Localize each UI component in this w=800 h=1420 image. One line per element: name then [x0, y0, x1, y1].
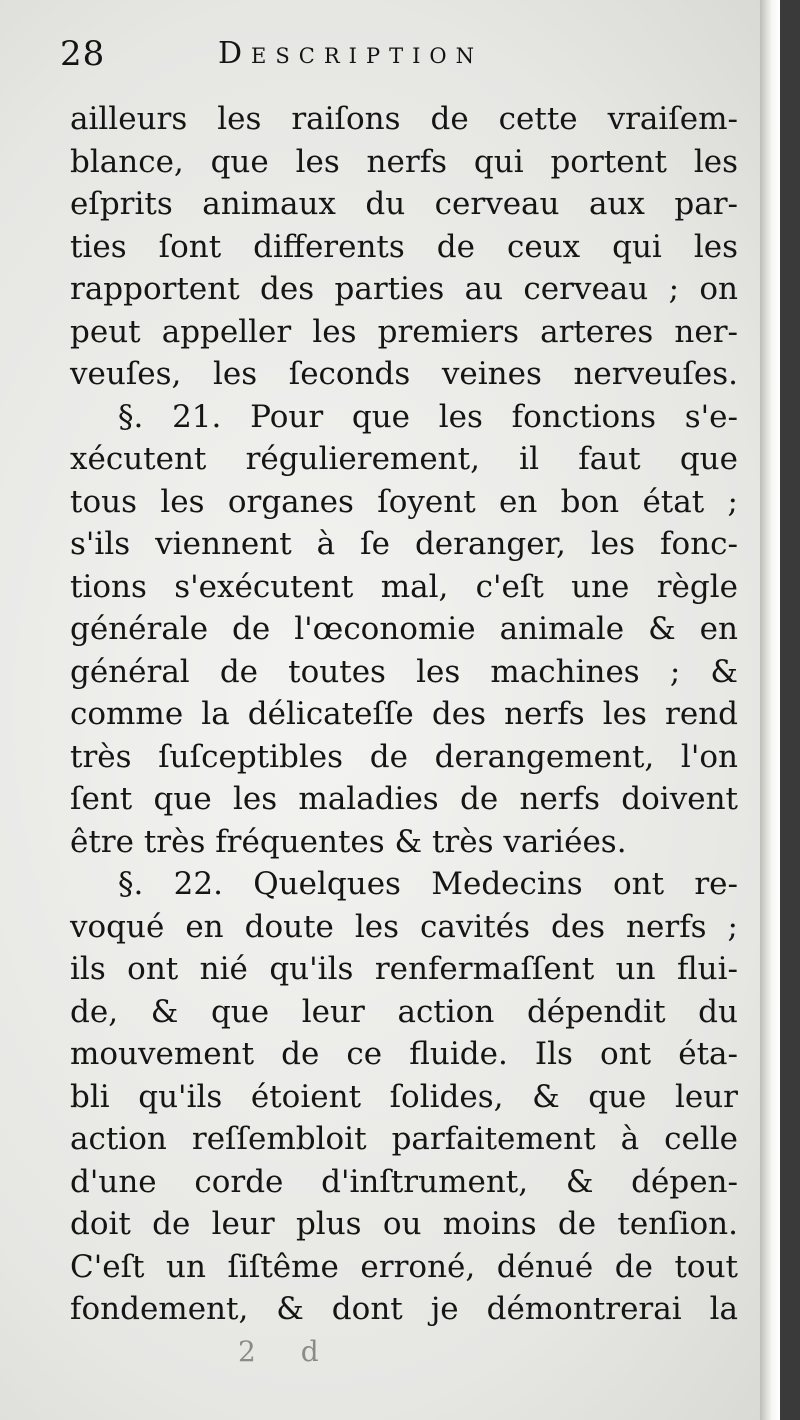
text-line: tous les organes ſoyent en bon état ; — [70, 483, 738, 520]
text-line: ties ſont differents de ceux qui les — [70, 228, 738, 265]
page-edge — [760, 0, 780, 1420]
text-line: action reſſembloit parfaitement à celle — [70, 1121, 738, 1157]
text-line: très ſuſceptibles de derangement, l'on — [70, 738, 738, 775]
signature-mark: 2 d — [238, 1335, 337, 1368]
running-title: Description — [218, 36, 483, 71]
text-line: ils ont nié qu'ils renfermaſſent un flui- — [70, 951, 738, 987]
text-line: rapportent des parties au cerveau ; on — [70, 271, 738, 307]
section-21-start: §. 21. Pour que les fonctions s'e- — [118, 398, 738, 435]
text-line: de, & que leur action dépendit du — [70, 993, 738, 1030]
text-line: C'eſt un ſiſtême erroné, dénué de tout — [70, 1248, 738, 1285]
text-line: bli qu'ils étoient ſolides, & que leur — [70, 1078, 738, 1115]
page-number: 28 — [60, 34, 106, 74]
text-line: voqué en doute les cavités des nerfs ; — [70, 908, 738, 945]
text-line: être très fréquentes & très variées. — [70, 823, 627, 860]
text-line: ailleurs les raiſons de cette vraiſem- — [70, 101, 738, 137]
text-line: général de toutes les machines ; & — [70, 653, 738, 690]
text-line: s'ils viennent à ſe deranger, les fonc- — [70, 526, 738, 562]
text-line: comme la délicateſſe des nerfs les rend — [70, 696, 738, 732]
text-line: ſent que les maladies de nerfs doivent — [70, 781, 738, 817]
text-line: fondement, & dont je démontrerai la — [70, 1291, 738, 1327]
text-line: blance, que les nerfs qui portent les — [70, 143, 738, 180]
text-line: tions s'exécutent mal, c'eſt une règle — [70, 568, 738, 605]
text-line: mouvement de ce fluide. Ils ont éta- — [70, 1036, 738, 1072]
text-line: d'une corde d'inſtrument, & dépen- — [70, 1163, 738, 1200]
body-text — [70, 98, 738, 1331]
text-line: peut appeller les premiers arteres ner- — [70, 313, 738, 350]
text-line: eſprits animaux du cerveau aux par- — [70, 186, 738, 222]
text-line: générale de l'œconomie animale & en — [70, 611, 738, 647]
text-line: doit de leur plus ou moins de tenſion. — [70, 1206, 738, 1242]
text-line: xécutent régulierement, il faut que — [70, 441, 738, 477]
text-line: veuſes, les ſeconds veines nerveuſes. — [70, 356, 738, 392]
section-22-start: §. 22. Quelques Medecins ont re- — [118, 866, 738, 902]
running-header — [60, 34, 740, 84]
